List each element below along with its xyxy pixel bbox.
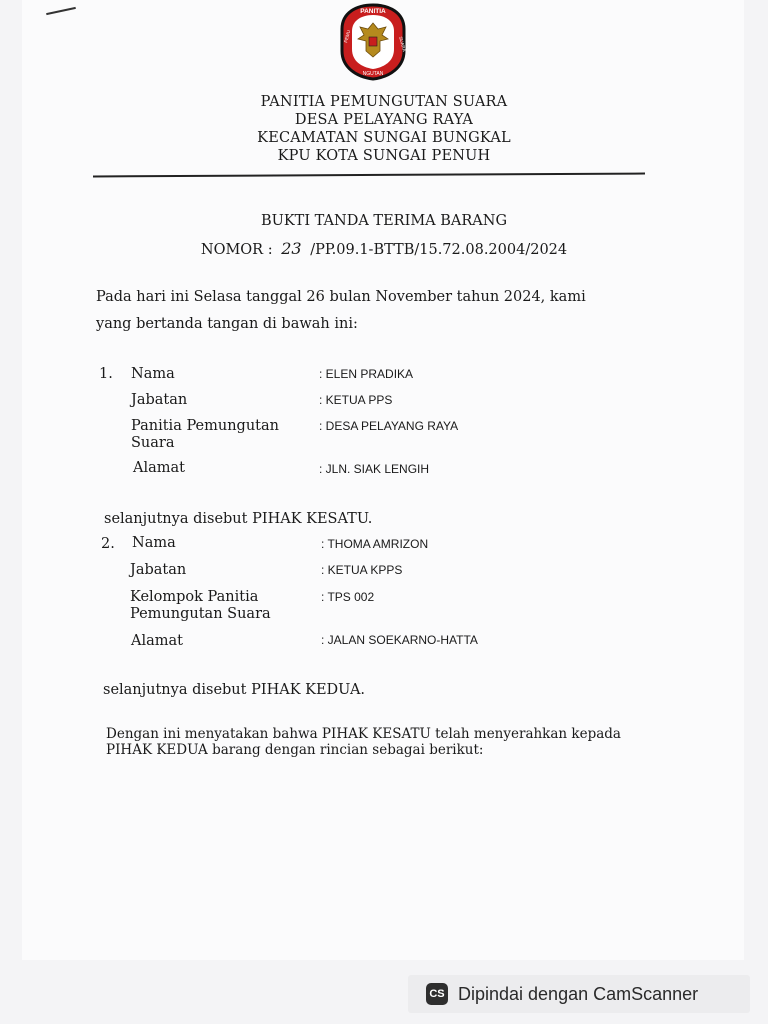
svg-text:PEMU: PEMU [343, 29, 352, 44]
party2-closing: selanjutnya disebut PIHAK KEDUA. [103, 682, 366, 698]
party2-alamat-value: : JALAN SOEKARNO-HATTA [321, 633, 478, 647]
statement-line-2: PIHAK KEDUA barang dengan rincian sebagai berikut: [106, 742, 484, 758]
party1-alamat-label: Alamat [133, 460, 185, 476]
intro-line-2: yang bertanda tangan di bawah ini: [96, 316, 358, 332]
camscanner-watermark [408, 975, 750, 1013]
letterhead-line-3: KECAMATAN SUNGAI BUNGKAL [257, 130, 511, 146]
kpu-logo-icon [338, 3, 408, 81]
statement-paragraph [106, 726, 621, 758]
party1-org-label [131, 418, 279, 452]
party2-alamat-label: Alamat [131, 633, 183, 649]
letterhead-line-4: KPU KOTA SUNGAI PENUH [277, 148, 491, 164]
svg-text:PANITIA: PANITIA [360, 8, 386, 15]
svg-text:SUARA: SUARA [398, 35, 407, 53]
party1-closing: selanjutnya disebut PIHAK KESATU. [104, 511, 373, 527]
party1-org-label-line-1: Panitia Pemungutan [131, 418, 279, 434]
nomor-code: /PP.09.1-BTTB/15.72.08.2004/2024 [310, 242, 568, 258]
party1-jabatan-label: Jabatan [131, 392, 188, 408]
letterhead-line-2: DESA PELAYANG RAYA [294, 112, 474, 128]
party2-jabatan-value: : KETUA KPPS [321, 563, 403, 577]
party2-nama-value: : THOMA AMRIZON [321, 537, 429, 551]
camscanner-label: Dipindai dengan CamScanner [458, 983, 699, 1004]
nomor-label: NOMOR : [200, 242, 273, 258]
party2-jabatan-label: Jabatan [130, 562, 187, 578]
document-number [0, 239, 768, 258]
party2-org-label [130, 589, 271, 623]
camscanner-icon: CS [426, 983, 448, 1005]
svg-text:NGUTAN: NGUTAN [362, 71, 384, 77]
party1-jabatan-value: : KETUA PPS [319, 393, 393, 407]
party1-number: 1. [99, 366, 113, 382]
party2-nama-label: Nama [132, 535, 176, 551]
party1-nama-label: Nama [131, 366, 175, 382]
letterhead-line-1: PANITIA PEMUNGUTAN SUARA [260, 94, 508, 110]
party2-org-label-line-2: Pemungutan Suara [130, 606, 271, 622]
statement-line-1: Dengan ini menyatakan bahwa PIHAK KESATU telah menyerahkan kepada [106, 726, 621, 742]
party2-org-label-line-1: Kelompok Panitia [130, 589, 259, 605]
document-title: BUKTI TANDA TERIMA BARANG [260, 213, 508, 229]
party1-nama-value: : ELEN PRADIKA [319, 367, 414, 381]
party2-org-value: : TPS 002 [321, 590, 375, 604]
nomor-handwritten-number: 23 [281, 239, 302, 258]
party1-alamat-value: : JLN. SIAK LENGIH [319, 462, 430, 476]
intro-line-1: Pada hari ini Selasa tanggal 26 bulan November tahun 2024, kami [96, 289, 586, 305]
party1-org-label-line-2: Suara [131, 435, 175, 451]
party1-org-value: : DESA PELAYANG RAYA [319, 419, 459, 433]
letterhead [0, 93, 768, 165]
party2-number: 2. [101, 536, 115, 552]
intro-paragraph [96, 284, 656, 338]
